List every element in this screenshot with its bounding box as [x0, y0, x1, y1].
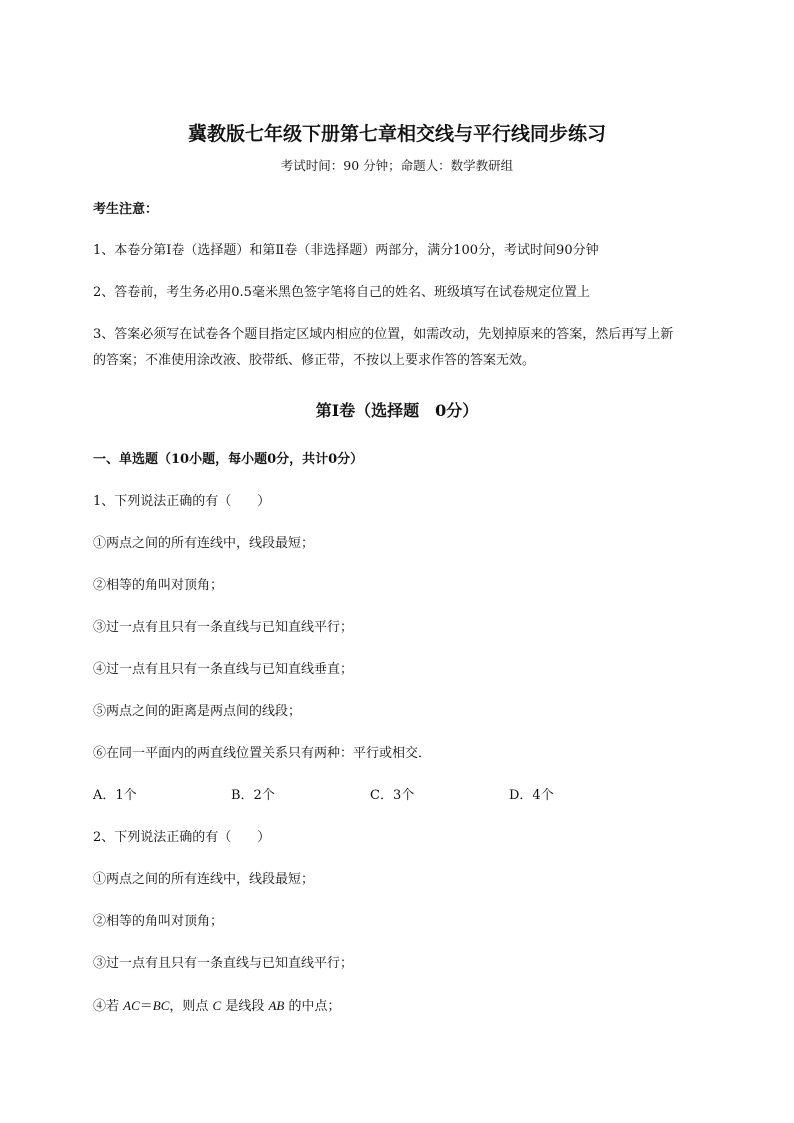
statement-text: ④若	[93, 999, 124, 1014]
segment-bc: BC	[152, 998, 170, 1013]
document-subtitle: 考试时间：90 分钟；命题人：数学教研组	[280, 158, 514, 173]
question-1-statement-3: ③过一点有且只有一条直线与已知直线平行；	[93, 620, 354, 635]
statement-text: 是线段	[221, 999, 269, 1014]
question-1-statement-1: ①两点之间的所有连线中，线段最短；	[93, 536, 315, 551]
notice-heading: 考生注意：	[93, 202, 159, 217]
question-2-statement-1: ①两点之间的所有连线中，线段最短；	[93, 872, 315, 887]
question-1-statement-2: ②相等的角叫对顶角；	[93, 578, 224, 593]
question-1-option-d: D．4个	[509, 788, 554, 803]
section-title: 第Ⅰ卷（选择题 0分）	[315, 401, 479, 420]
notice-item-2: 2、答卷前，考生务必用0.5毫米黑色签字笔将自己的姓名、班级填写在试卷规定位置上	[93, 285, 590, 300]
question-1-statement-4: ④过一点有且只有一条直线与已知直线垂直；	[93, 662, 354, 677]
question-1-option-b: B．2个	[231, 788, 275, 803]
question-1-statement-6: ⑥在同一平面内的两直线位置关系只有两种：平行或相交．	[93, 746, 432, 761]
statement-text: ，则点	[169, 999, 213, 1014]
statement-text: 的中点；	[284, 999, 341, 1014]
notice-item-3: 3、答案必须写在试卷各个题目指定区域内相应的位置，如需改动，先划掉原来的答案，然后再写上新	[93, 327, 674, 342]
statement-text: ＝	[139, 999, 153, 1014]
question-1-statement-5: ⑤两点之间的距离是两点间的线段；	[93, 704, 302, 719]
point-c: C	[212, 998, 222, 1013]
question-1-option-a: A．1个	[93, 788, 137, 803]
part-title: 一、单选题（10小题，每小题0分，共计0分）	[93, 452, 364, 467]
document-title: 冀教版七年级下册第七章相交线与平行线同步练习	[187, 123, 606, 145]
segment-ac: AC	[123, 998, 140, 1013]
question-2-statement-3: ③过一点有且只有一条直线与已知直线平行；	[93, 956, 354, 971]
question-2-statement-2: ②相等的角叫对顶角；	[93, 914, 224, 929]
question-1-option-c: C．3个	[370, 788, 415, 803]
notice-item-3-continued: 的答案；不准使用涂改液、胶带纸、修正带，不按以上要求作答的答案无效。	[93, 353, 536, 368]
segment-ab: AB	[268, 998, 285, 1013]
question-2-stem: 2、下列说法正确的有（ ）	[93, 830, 271, 845]
question-1-stem: 1、下列说法正确的有（ ）	[93, 494, 271, 509]
notice-item-1: 1、本卷分第Ⅰ卷（选择题）和第Ⅱ卷（非选择题）两部分，满分100分，考试时间90分钟	[93, 243, 599, 258]
question-2-statement-4	[93, 997, 341, 1016]
